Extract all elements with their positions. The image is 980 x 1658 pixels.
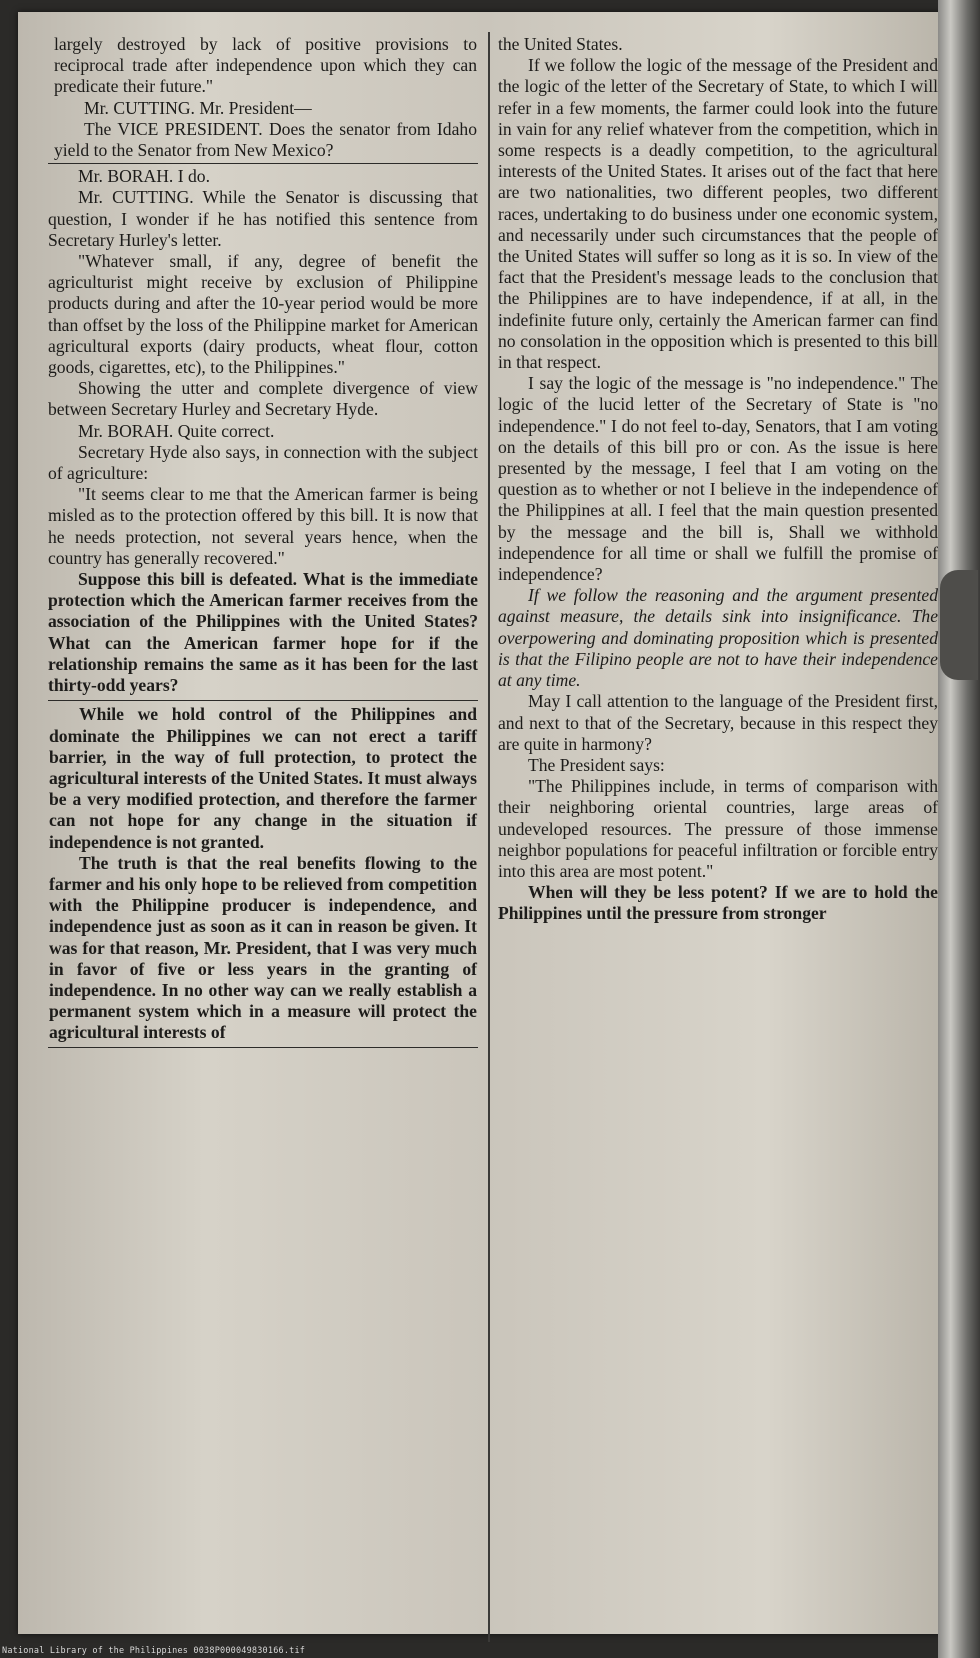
- paragraph: Suppose this bill is defeated. What is the immediate protection which the American farmer receives from the association of the Philippines with the United States? What can the American farmer hope for if the relationship remains the same as it has been for the last thirty-odd years?: [48, 569, 478, 696]
- paragraph: Mr. BORAH. Quite correct.: [78, 420, 275, 441]
- paragraph: When will they be less potent? If we are to hold the Philippines until the pressure from stronger: [498, 882, 938, 924]
- paragraph: the United States.: [498, 34, 623, 54]
- paragraph: The President says:: [528, 754, 665, 775]
- paragraph: Mr. CUTTING. While the Senator is discussing that question, I wonder if he has notified this sentence from Secretary Hurley's letter.: [48, 187, 478, 250]
- paragraph: Mr. BORAH. I do.: [78, 166, 210, 187]
- column-divider: [488, 32, 490, 1642]
- binder-edge: [938, 0, 980, 1658]
- paragraph: Showing the utter and complete divergence of view between Secretary Hurley and Secretary Hyde.: [48, 378, 478, 420]
- left-column: [48, 34, 478, 1639]
- clipping-top-left: [48, 34, 478, 164]
- paragraph: May I call attention to the language of the President first, and next to that of the Secretary, because in this respect they are quite in harmony?: [498, 691, 938, 754]
- paragraph: While we hold control of the Philippines and dominate the Philippines we can not erect a tariff barrier, in the way of full protection, to protect the agricultural interests of the United States. It must always be a very modified protection, and therefore the farmer can not hope for any change in the situation if independence is not granted.: [49, 704, 477, 852]
- paragraph: The truth is that the real benefits flowing to the farmer and his only hope to be relieved from competition with the Philippine producer is independence, and independence just as soon as it can in reason be given. It was for that reason, Mr. President, that I was very much in favor of five or less years in the granting of independence. In no other way can we really establish a permanent system which in a measure will protect the agricultural interests of: [49, 852, 477, 1043]
- paragraph: The VICE PRESIDENT. Does the senator from Idaho yield to the Senator from New Mexico?: [54, 118, 477, 161]
- paragraph: Mr. CUTTING. Mr. President—: [84, 97, 312, 118]
- quote-paragraph: "It seems clear to me that the American farmer is being misled as to the protection offered by this bill. It is now that he needs protection, not several years hence, when the country has generally recovered.": [48, 484, 478, 568]
- quote-paragraph: "Whatever small, if any, degree of benefit the agriculturist might receive by exclusion of Philippine products during and after the 10-year period would be more than offset by the loss of the Philippine market for American agricultural exports (dairy products, wheat flour, cotton goods, cigarettes, etc), to the Philippines.": [48, 251, 478, 378]
- binder-tab: [940, 570, 978, 680]
- right-column: [498, 34, 938, 1594]
- paragraph: If we follow the logic of the message of the President and the logic of the letter of the Secretary of State, to which I will refer in a few moments, the farmer could look into the future in vain for any relief whatever from the competition, which in some respects is a deadly competition, to the agricultural interests of the United States. It arises out of the fact that here are two nationalities, two different peoples, two different races, undertaking to do business under one economic system, and necessarily under such circumstances that the people of the United States will suffer so long as it is so. In view of the fact that the President's message leads to the conclusion that the Philippines are to have independence, if at all, in the indefinite future only, certainly the American farmer can find no consolation in the opposition which is presented to this bill in that respect.: [498, 55, 938, 373]
- paragraph: I say the logic of the message is "no independence." The logic of the lucid letter of the Secretary of State is "no independence." I do not feel to-day, Senators, that I am voting on the details of this bill pro or con. As the issue is here presented by the message, I feel that I am voting on the question as to whether or not I believe in the independence of the Philippines at all. I feel that the main question presented by the message and the bill is, Shall we withhold independence for all time or shall we fulfill the promise of independence?: [498, 373, 938, 585]
- newspaper-page: [18, 12, 953, 1634]
- paragraph: largely destroyed by lack of positive provisions to reciprocal trade after independence upon which they can predicate their future.": [54, 34, 477, 97]
- clipping-middle-left: [48, 700, 478, 1047]
- paragraph: If we follow the reasoning and the argument presented against measure, the details sink into insignificance. The overpowering and dominating proposition which is presented is that the Filipino people are not to have their independence at any time.: [498, 585, 938, 691]
- quote-paragraph: "The Philippines include, in terms of comparison with their neighboring oriental countries, large areas of undeveloped resources. The pressure of those immense neighbor populations for peaceful infiltration or forcible entry into this area are most potent.": [498, 776, 938, 881]
- scan-footer: National Library of the Philippines 0038P000049830166.tif: [2, 1646, 306, 1656]
- paragraph: Secretary Hyde also says, in connection with the subject of agriculture:: [48, 441, 478, 484]
